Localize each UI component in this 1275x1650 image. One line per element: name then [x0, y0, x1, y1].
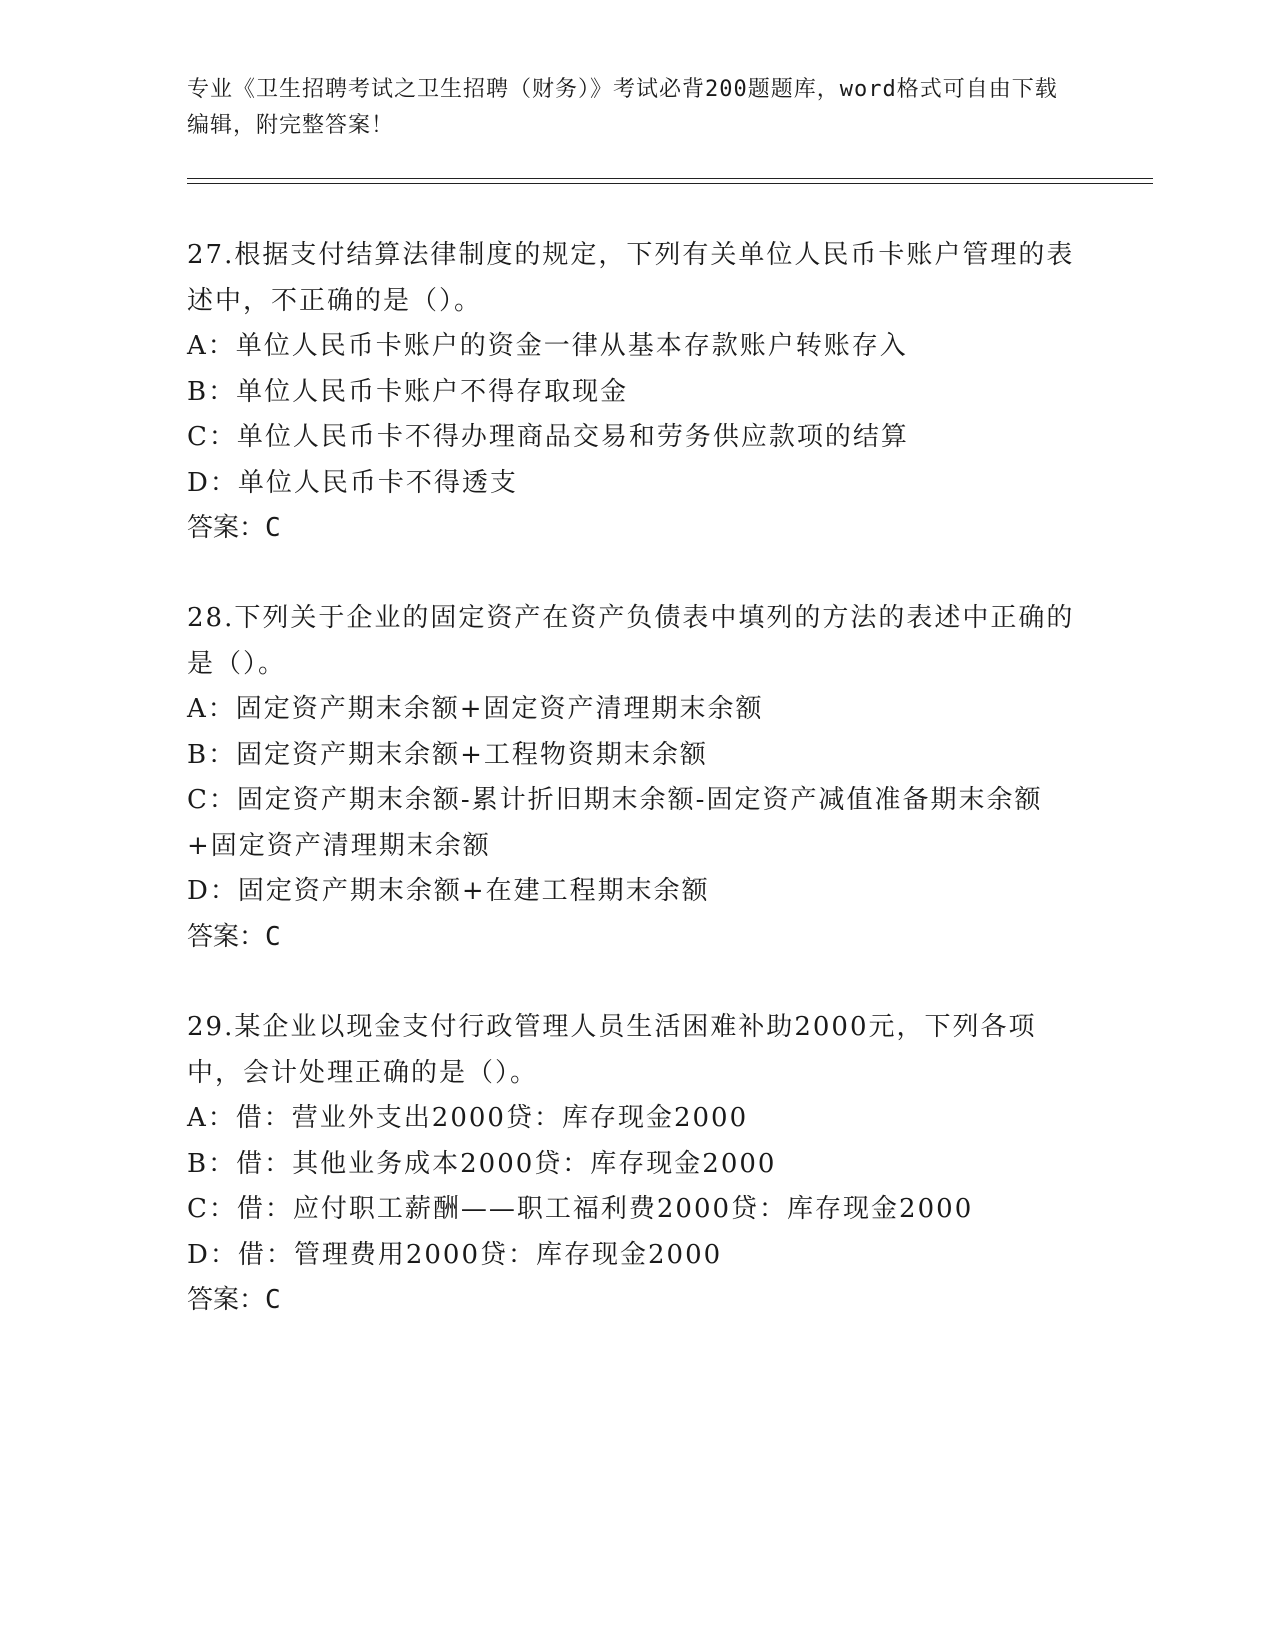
header-divider-top [187, 178, 1153, 179]
option-c: C：借：应付职工薪酬——职工福利费2000贷：库存现金2000 [187, 1194, 974, 1224]
question-stem: 27.根据支付结算法律制度的规定，下列有关单位人民币卡账户管理的表述中，不正确的是（）。 [187, 240, 1075, 316]
header-divider-bottom [187, 183, 1153, 184]
question-29 [187, 1005, 1087, 1324]
option-a: A：固定资产期末余额+固定资产清理期末余额 [187, 694, 764, 724]
answer-line: 答案：C [187, 1285, 281, 1315]
option-b: B：单位人民币卡账户不得存取现金 [187, 376, 629, 407]
option-d: D：单位人民币卡不得透支 [187, 467, 518, 498]
document-header: 专业《卫生招聘考试之卫生招聘（财务）》考试必背200题题库，word格式可自由下载编辑，附完整答案！ [187, 77, 1058, 138]
question-stem: 28.下列关于企业的固定资产在资产负债表中填列的方法的表述中正确的是（）。 [187, 603, 1075, 679]
question-27 [187, 233, 1087, 552]
option-c: C：单位人民币卡不得办理商品交易和劳务供应款项的结算 [187, 422, 909, 452]
question-stem: 29.某企业以现金支付行政管理人员生活困难补助2000元，下列各项中，会计处理正确的是（）。 [187, 1012, 1037, 1088]
option-c: C：固定资产期末余额-累计折旧期末余额-固定资产减值准备期末余额+固定资产清理期末余额 [187, 785, 1043, 861]
option-d: D：固定资产期末余额+在建工程期末余额 [187, 876, 710, 906]
option-d: D：借：管理费用2000贷：库存现金2000 [187, 1239, 723, 1270]
option-a: A：单位人民币卡账户的资金一律从基本存款账户转账存入 [187, 331, 908, 361]
option-b: B：固定资产期末余额+工程物资期末余额 [187, 739, 708, 770]
answer-line: 答案：C [187, 921, 281, 952]
option-b: B：借：其他业务成本2000贷：库存现金2000 [187, 1148, 777, 1179]
answer-line: 答案：C [187, 513, 281, 543]
question-28 [187, 596, 1087, 960]
option-a: A：借：营业外支出2000贷：库存现金2000 [187, 1103, 749, 1133]
